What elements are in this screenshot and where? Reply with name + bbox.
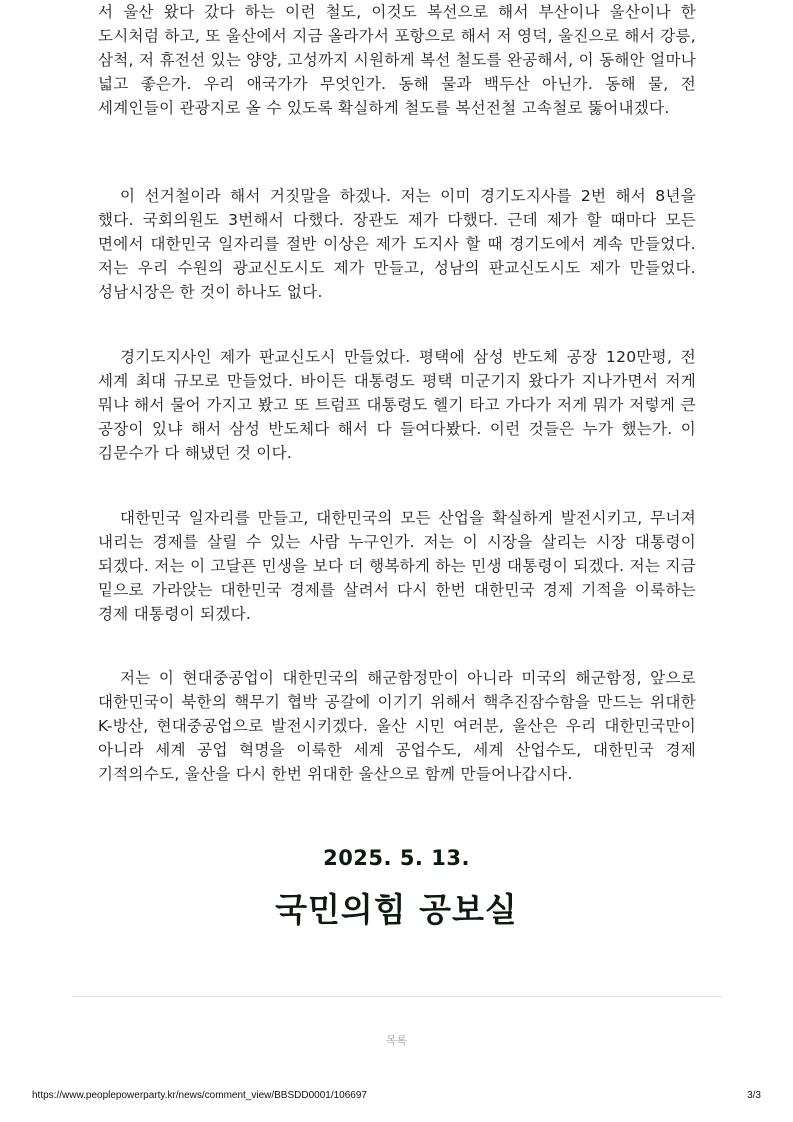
- paragraph-text: 저는 이 현대중공업이 대한민국의 해군함정만이 아니라 미국의 해군함정, 앞으로 대한민국이 북한의 핵무기 협박 공갈에 이기기 위해서 핵추진잠수함을 만드는 위대한 K-방산, 현대중공업으로 발전시키겠다. 울산 시민 여러분, 울산은 우리 대한민국만이 아니라 세계 공업 혁명을 이룩한 세계 공업수도, 세계 산업수도, 대한민국 경제 기적의수도, 울산을 다시 한번 위대한 울산으로 함께 만들어나갑시다.: [98, 669, 696, 783]
- article-paragraph: [98, 345, 696, 465]
- signature-date: 2025. 5. 13.: [323, 846, 470, 870]
- paragraph-text: 이 선거철이라 해서 거짓말을 하겠나. 저는 이미 경기도지사를 2번 해서 8년을 했다. 국회의원도 3번해서 다했다. 장관도 제가 다했다. 근데 제가 할 때마다 모든 면에서 대한민국 일자리를 절반 이상은 제가 도지사 할 때 경기도에서 계속 만들었다. 저는 우리 수원의 광교신도시도 제가 만들고, 성남의 판교신도시도 제가 만들었다. 성남시장은 한 것이 하나도 없다.: [98, 187, 696, 301]
- divider: [72, 996, 722, 997]
- article-paragraph: [98, 184, 696, 304]
- article-paragraph: [98, 506, 696, 626]
- signature-organization: 국민의힘 공보실: [275, 890, 518, 929]
- article-paragraph: 서 울산 왔다 갔다 하는 이런 철도, 이것도 복선으로 해서 부산이나 울산이나 한 도시처럼 하고, 또 울산에서 지금 올라가서 포항으로 해서 저 영덕, 울진으로 해서 강릉, 삼척, 저 휴전선 있는 양양, 고성까지 시원하게 복선 철도를 완공해서, 이 동해안 얼마나 넓고 좋은가. 우리 애국가가 무엇인가. 동해 물과 백두산 아닌가. 동해 물, 전 세계인들이 관광지로 올 수 있도록 확실하게 철도를 복선전철 고속철로 뚫어내겠다.: [98, 3, 696, 117]
- paragraph-text: 경기도지사인 제가 판교신도시 만들었다. 평택에 삼성 반도체 공장 120만평, 전 세계 최대 규모로 만들었다. 바이든 대통령도 평택 미군기지 왔다가 지나가면서 저게 뭐냐 해서 물어 가지고 봤고 또 트럼프 대통령도 헬기 타고 가다가 저게 뭐가 저렇게 큰 공장이 있냐 해서 삼성 반도체다 해서 다 들여다봤다. 이런 것들은 누가 했는가. 이 김문수가 다 해냈던 것 이다.: [98, 348, 696, 462]
- print-footer-url: https://www.peoplepowerparty.kr/news/comment_view/BBSDD0001/106697: [32, 1090, 367, 1101]
- article-paragraph: [98, 666, 696, 786]
- list-button[interactable]: 목록: [385, 1034, 408, 1047]
- print-footer-page-number: 3/3: [747, 1090, 761, 1101]
- paragraph-text: 대한민국 일자리를 만들고, 대한민국의 모든 산업을 확실하게 발전시키고, 무너져 내리는 경제를 살릴 수 있는 사람 누구인가. 저는 이 시장을 살리는 시장 대통령이 되겠다. 저는 이 고달픈 민생을 보다 더 행복하게 하는 민생 대통령이 되겠다. 저는 지금 밑으로 가라앉는 대한민국 경제를 살려서 다시 한번 대한민국 경제 기적을 이룩하는 경제 대통령이 되겠다.: [98, 509, 696, 623]
